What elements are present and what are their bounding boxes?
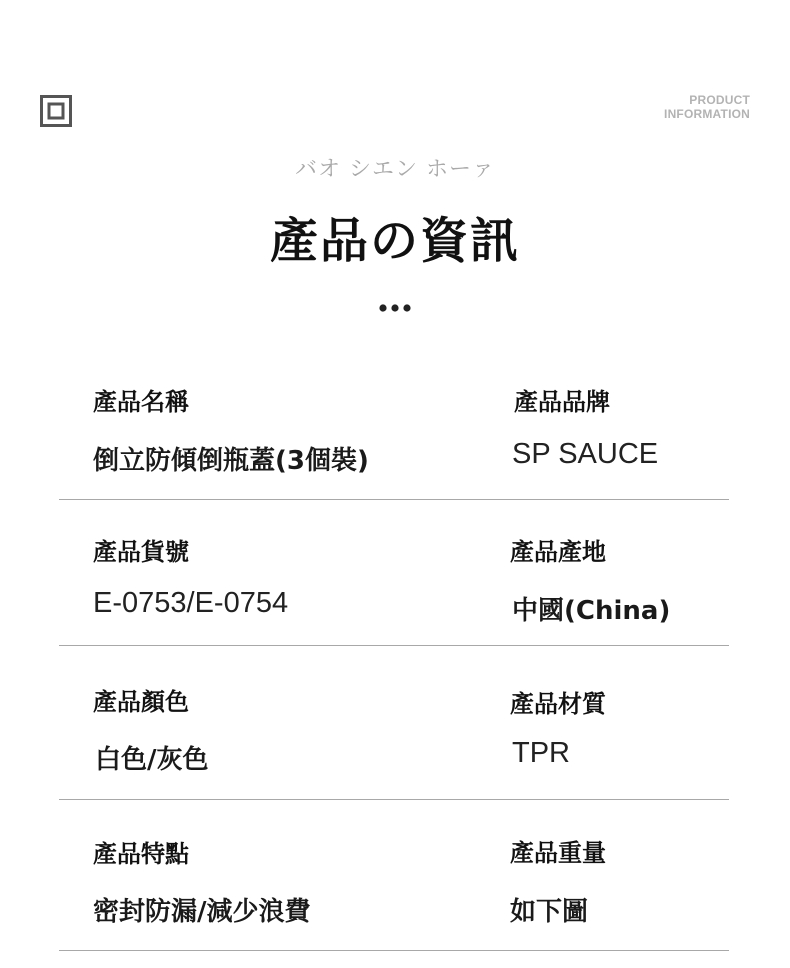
corner-tag-line-1: PRODUCT (689, 93, 750, 107)
product-number-label: 產品貨號 (93, 538, 189, 566)
corner-tag-line-2: INFORMATION (664, 107, 750, 121)
ellipsis-dots-icon (377, 303, 417, 313)
page-title: 產品の資訊 (269, 213, 520, 269)
product-weight-value: 如下圖 (510, 897, 589, 927)
product-brand-value: SP SAUCE (512, 438, 659, 470)
product-weight-label: 產品重量 (510, 839, 606, 867)
info-row-1 (59, 360, 729, 500)
product-brand-label: 產品品牌 (514, 388, 610, 416)
brand-logo-icon (40, 95, 72, 127)
product-feature-value: 密封防漏/減少浪費 (93, 897, 311, 927)
product-number-value: E-0753/E-0754 (93, 587, 289, 619)
info-row-4 (59, 800, 729, 951)
kana-subtitle: バオ シエン ホーァ (295, 157, 495, 182)
product-feature-label: 產品特點 (93, 840, 189, 868)
product-origin-value: 中國(China) (512, 596, 671, 626)
product-information-tag (664, 93, 750, 121)
info-row-2 (59, 500, 729, 646)
product-color-label: 產品顏色 (93, 688, 189, 716)
product-name-label: 產品名稱 (93, 388, 189, 416)
product-material-value: TPR (512, 737, 570, 769)
product-name-value: 倒立防傾倒瓶蓋(3個裝) (93, 446, 369, 476)
product-material-label: 產品材質 (510, 690, 606, 718)
info-row-3 (59, 646, 729, 800)
product-color-value: 白色/灰色 (95, 745, 209, 775)
product-origin-label: 產品產地 (510, 538, 606, 566)
